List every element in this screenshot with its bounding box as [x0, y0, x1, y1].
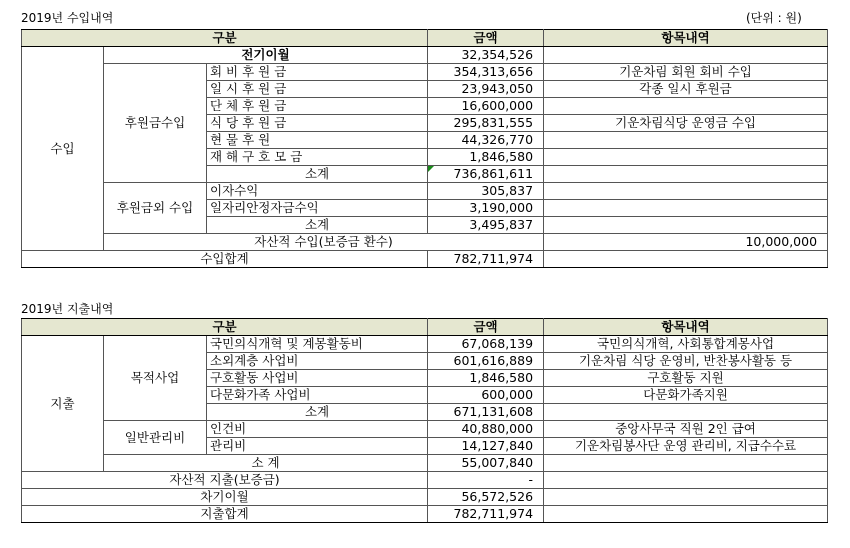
item-amount: 14,127,840 — [428, 438, 544, 455]
expense-table — [21, 318, 828, 523]
purpose-group-label: 목적사업 — [104, 336, 207, 421]
item-detail: 구호활동 지원 — [544, 370, 828, 387]
item-label: 다문화가족 사업비 — [207, 387, 428, 404]
subtotal-amount: 736,861,611 — [428, 166, 544, 183]
table-row — [22, 183, 828, 200]
income-total-amount: 782,711,974 — [428, 251, 544, 268]
subtotal-label: 소계 — [207, 404, 428, 421]
item-label: 일 시 후 원 금 — [207, 81, 428, 98]
table-row — [22, 455, 828, 472]
item-amount: 44,326,770 — [428, 132, 544, 149]
item-label: 구호활동 사업비 — [207, 370, 428, 387]
item-amount: 600,000 — [428, 387, 544, 404]
expense-title: 2019년 지출내역 — [21, 302, 114, 316]
item-detail — [544, 98, 828, 115]
item-detail: 기운차림식당 운영금 수입 — [544, 115, 828, 132]
item-detail: 각종 일시 후원금 — [544, 81, 828, 98]
detail-cell — [544, 47, 828, 64]
detail-header: 항목내역 — [544, 319, 828, 336]
admin-subtotal-amount: 55,007,840 — [428, 455, 544, 472]
table-row — [22, 489, 828, 506]
detail-cell — [544, 251, 828, 268]
item-amount: 295,831,555 — [428, 115, 544, 132]
item-label: 회 비 후 원 금 — [207, 64, 428, 81]
category-header: 구분 — [22, 319, 428, 336]
income-title: 2019년 수입내역 — [21, 11, 114, 25]
amount-header: 금액 — [428, 319, 544, 336]
item-amount: 3,190,000 — [428, 200, 544, 217]
item-label: 소외계층 사업비 — [207, 353, 428, 370]
unit-label: (단위 : 원) — [746, 11, 802, 25]
carryforward-amount: 56,572,526 — [428, 489, 544, 506]
detail-header: 항목내역 — [544, 30, 828, 47]
expense-header-row — [22, 319, 828, 336]
admin-subtotal-label: 소 계 — [104, 455, 428, 472]
item-amount: 23,943,050 — [428, 81, 544, 98]
detail-cell — [544, 455, 828, 472]
item-amount: 601,616,889 — [428, 353, 544, 370]
table-row — [22, 421, 828, 438]
item-amount: 40,880,000 — [428, 421, 544, 438]
subtotal-label: 소계 — [207, 217, 428, 234]
item-label: 인건비 — [207, 421, 428, 438]
item-detail: 기운차림봉사단 운영 관리비, 지급수수료 — [544, 438, 828, 455]
detail-cell — [544, 472, 828, 489]
item-amount: 1,846,580 — [428, 149, 544, 166]
detail-cell — [544, 404, 828, 421]
item-label: 재 해 구 호 모 금 — [207, 149, 428, 166]
item-detail: 국민의식개혁, 사회통합계몽사업 — [544, 336, 828, 353]
table-row — [22, 472, 828, 489]
income-total-label: 수입합계 — [22, 251, 428, 268]
donation-group-label: 후원금수입 — [104, 64, 207, 183]
detail-cell — [544, 217, 828, 234]
table-row — [22, 336, 828, 353]
table-row — [22, 64, 828, 81]
income-section-label: 수입 — [22, 47, 104, 251]
item-label: 국민의식개혁 및 계몽활동비 — [207, 336, 428, 353]
item-detail — [544, 200, 828, 217]
item-detail — [544, 149, 828, 166]
table-row — [22, 506, 828, 523]
detail-cell — [544, 506, 828, 523]
carryover-label: 전기이월 — [104, 47, 428, 64]
carryover-amount: 32,354,526 — [428, 47, 544, 64]
detail-cell — [544, 166, 828, 183]
item-label: 단 체 후 원 금 — [207, 98, 428, 115]
item-detail — [544, 132, 828, 149]
asset-expense-label: 자산적 지출(보증금) — [22, 472, 428, 489]
carryforward-label: 차기이월 — [22, 489, 428, 506]
item-label: 일자리안정자금수익 — [207, 200, 428, 217]
asset-income-label: 자산적 수입(보증금 환수) — [104, 234, 544, 251]
asset-expense-amount: - — [428, 472, 544, 489]
subtotal-amount: 671,131,608 — [428, 404, 544, 421]
expense-section-label: 지출 — [22, 336, 104, 472]
asset-income-amount: 10,000,000 — [544, 234, 828, 251]
table-row — [22, 251, 828, 268]
item-detail: 중앙사무국 직원 2인 급여 — [544, 421, 828, 438]
item-amount: 354,313,656 — [428, 64, 544, 81]
subtotal-label: 소계 — [207, 166, 428, 183]
item-detail: 기운차림 식당 운영비, 반찬봉사활동 등 — [544, 353, 828, 370]
subtotal-amount: 3,495,837 — [428, 217, 544, 234]
expense-total-amount: 782,711,974 — [428, 506, 544, 523]
item-label: 식 당 후 원 금 — [207, 115, 428, 132]
expense-total-label: 지출합계 — [22, 506, 428, 523]
item-label: 현 물 후 원 — [207, 132, 428, 149]
item-amount: 67,068,139 — [428, 336, 544, 353]
item-amount: 1,846,580 — [428, 370, 544, 387]
item-label: 관리비 — [207, 438, 428, 455]
income-table — [21, 29, 828, 268]
admin-group-label: 일반관리비 — [104, 421, 207, 455]
category-header: 구분 — [22, 30, 428, 47]
detail-cell — [544, 489, 828, 506]
table-row — [22, 47, 828, 64]
item-amount: 16,600,000 — [428, 98, 544, 115]
income-header-row — [22, 30, 828, 47]
item-label: 이자수익 — [207, 183, 428, 200]
table-row — [22, 234, 828, 251]
amount-header: 금액 — [428, 30, 544, 47]
item-amount: 305,837 — [428, 183, 544, 200]
item-detail: 다문화가족지원 — [544, 387, 828, 404]
item-detail — [544, 183, 828, 200]
other-group-label: 후원금외 수입 — [104, 183, 207, 234]
item-detail: 기운차림 회원 회비 수입 — [544, 64, 828, 81]
